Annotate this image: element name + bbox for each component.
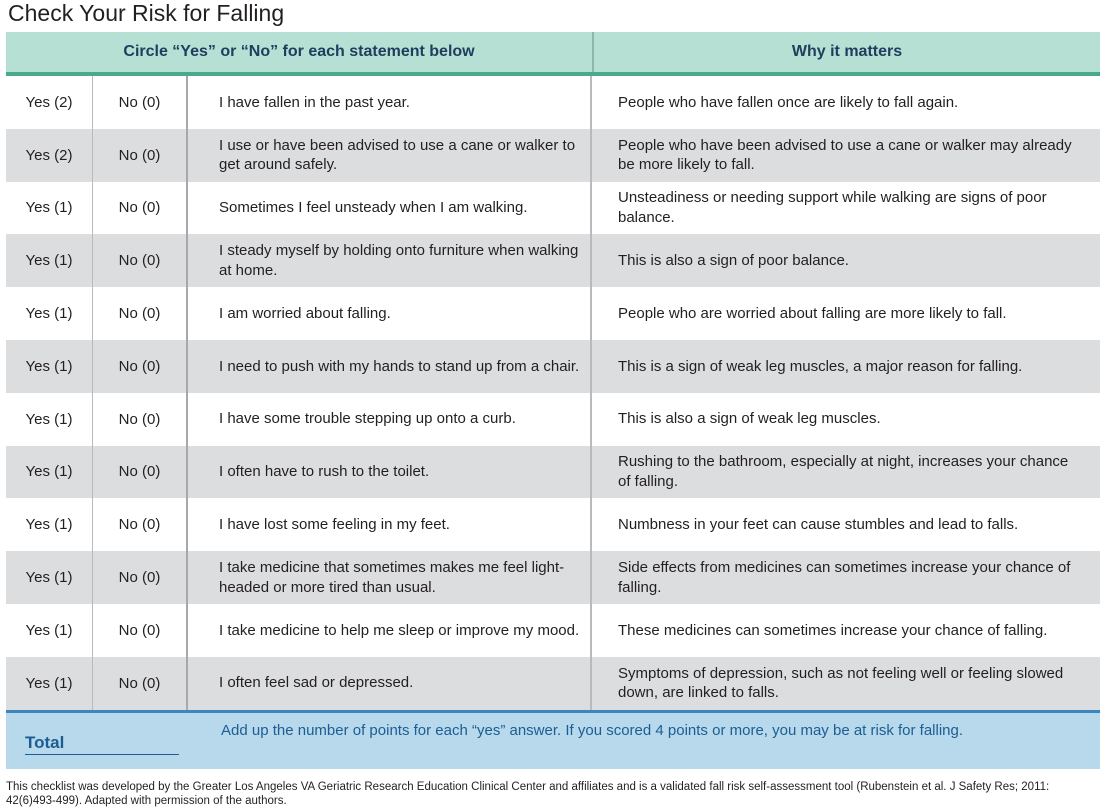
yes-option[interactable]: Yes (1) [6,393,93,446]
why-cell: These medicines can sometimes increase your chance of falling. [618,621,1048,639]
why-cell: Numbness in your feet can cause stumbles and lead to falls. [618,516,1019,534]
risk-checklist-table [6,32,1100,769]
statement-cell: I steady myself by holding onto furniture when walking at home. [188,234,592,287]
yes-option[interactable]: Yes (1) [6,234,93,287]
page-title: Check Your Risk for Falling [8,0,285,26]
yes-option[interactable]: Yes (1) [6,498,93,551]
table-row [6,446,1100,499]
no-option[interactable]: No (0) [93,393,188,446]
table-row [6,287,1100,340]
yes-option[interactable]: Yes (1) [6,340,93,393]
yes-option[interactable]: Yes (1) [6,657,93,710]
yes-option[interactable]: Yes (1) [6,551,93,604]
header-why-it-matters: Why it matters [791,43,903,60]
yes-option[interactable]: Yes (1) [6,182,93,235]
why-cell: This is also a sign of poor balance. [618,252,849,270]
table-row [6,182,1100,235]
no-option[interactable]: No (0) [93,551,188,604]
table-row [6,551,1100,604]
why-cell: This is a sign of weak leg muscles, a major reason for falling. [618,357,1023,375]
why-cell: People who are worried about falling are more likely to fall. [618,304,1007,322]
table-row [6,604,1100,657]
statement-cell: I take medicine that sometimes makes me feel light-headed or more tired than usual. [188,551,592,604]
no-option[interactable]: No (0) [93,287,188,340]
no-option[interactable]: No (0) [93,129,188,182]
header-statements: Circle “Yes” or “No” for each statement below [6,32,594,72]
table-row [6,393,1100,446]
why-cell: Symptoms of depression, such as not feeling well or feeling slowed down, are linked to falls. [618,664,1064,702]
table-row [6,657,1100,710]
no-option[interactable]: No (0) [93,498,188,551]
why-cell: This is also a sign of weak leg muscles. [618,410,881,428]
statement-cell: I often feel sad or depressed. [188,657,592,710]
table-row [6,340,1100,393]
total-row [6,710,1100,769]
statement-cell: Sometimes I feel unsteady when I am walking. [188,182,592,235]
yes-option[interactable]: Yes (2) [6,129,93,182]
why-cell: Rushing to the bathroom, especially at night, increases your chance of falling. [618,453,1069,490]
yes-option[interactable]: Yes (1) [6,287,93,340]
table-row [6,498,1100,551]
no-option[interactable]: No (0) [93,182,188,235]
no-option[interactable]: No (0) [93,76,188,129]
total-label[interactable]: Total [25,733,179,755]
total-instructions: Add up the number of points for each “yes” answer. If you scored 4 points or more, you may be at risk for falling. [221,721,964,739]
table-row [6,234,1100,287]
footnote: This checklist was developed by the Greater Los Angeles VA Geriatric Research Education Clinical Center and affiliates and is a validated fall risk self-assessment tool (Rubenstein et al. J Safety Res; 2011: 42(6)493-499). Adapted with permission of the authors. [6,781,1050,807]
no-option[interactable]: No (0) [93,234,188,287]
no-option[interactable]: No (0) [93,604,188,657]
statement-cell: I have lost some feeling in my feet. [188,498,592,551]
statement-cell: I take medicine to help me sleep or improve my mood. [188,604,592,657]
no-option[interactable]: No (0) [93,657,188,710]
table-row [6,76,1100,129]
statement-cell: I have fallen in the past year. [188,76,592,129]
yes-option[interactable]: Yes (1) [6,446,93,499]
no-option[interactable]: No (0) [93,340,188,393]
table-row [6,129,1100,182]
statement-cell: I need to push with my hands to stand up from a chair. [188,340,592,393]
statement-cell: I use or have been advised to use a cane or walker to get around safely. [188,129,592,182]
why-cell: Side effects from medicines can sometimes increase your chance of falling. [618,559,1071,596]
why-cell: People who have been advised to use a cane or walker may already be more likely to fall. [618,136,1072,174]
why-cell: Unsteadiness or needing support while walking are signs of poor balance. [618,189,1047,226]
statement-cell: I often have to rush to the toilet. [188,446,592,499]
table-header [6,32,1100,76]
yes-option[interactable]: Yes (1) [6,604,93,657]
yes-option[interactable]: Yes (2) [6,76,93,129]
statement-cell: I am worried about falling. [188,287,592,340]
no-option[interactable]: No (0) [93,446,188,499]
statement-cell: I have some trouble stepping up onto a curb. [188,393,592,446]
why-cell: People who have fallen once are likely to fall again. [618,93,959,111]
